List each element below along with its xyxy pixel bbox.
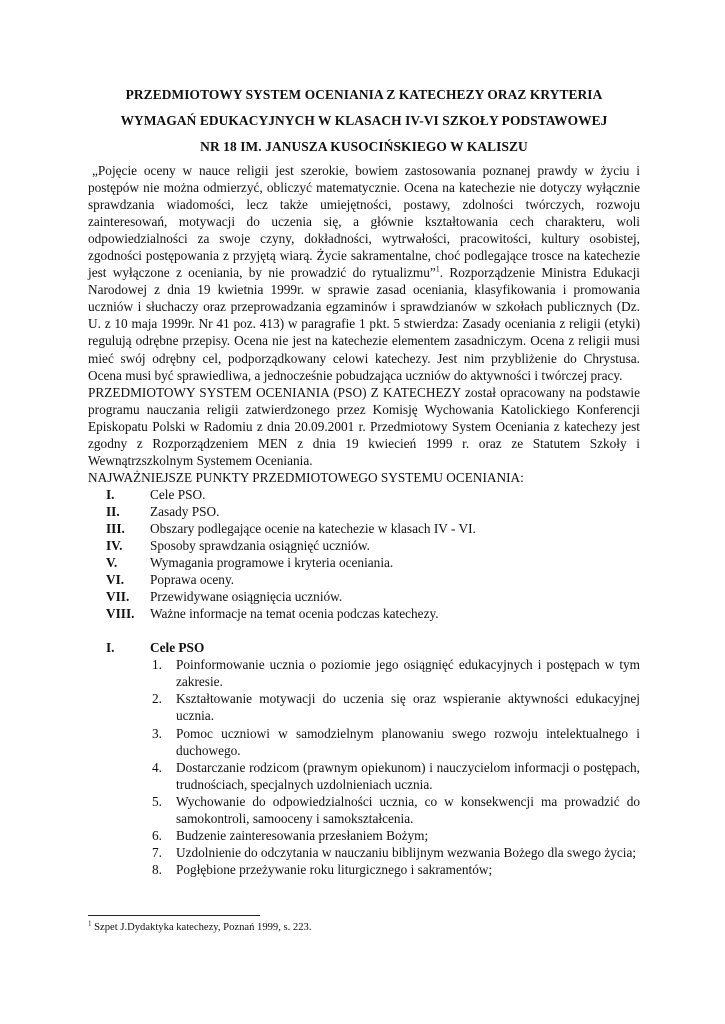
list-item <box>88 486 640 503</box>
list-item <box>88 537 640 554</box>
list-item-number: 3. <box>152 725 162 741</box>
list-item-text: Obszary podlegające ocenie na katechezie w klasach IV - VI. <box>150 520 476 536</box>
list-item-text: Zasady PSO. <box>150 503 220 519</box>
document-body <box>88 162 640 486</box>
list-item-text: Budzenie zainteresowania przesłaniem Bożym; <box>176 827 429 843</box>
list-item <box>150 690 640 724</box>
title-line-1: PRZEDMIOTOWY SYSTEM OCENIANIA Z KATECHEZY ORAZ KRYTERIA <box>125 87 603 102</box>
list-item <box>88 520 640 537</box>
goals-list <box>150 656 640 878</box>
list-item-number: 5. <box>152 793 162 809</box>
footnote-text: Szpet J.Dydaktyka katechezy, Poznań 1999, s. 223. <box>91 922 312 933</box>
list-item-text: Poprawa oceny. <box>150 572 235 588</box>
list-item <box>88 571 640 588</box>
list-item-text: Pomoc uczniowi w samodzielnym planowaniu swego rozwoju intelektualnego i duchowego. <box>176 725 640 758</box>
list-item-text: Dostarczanie rodzicom (prawnym opiekunom) i nauczycielom informacji o postępach, trudnościach, specjalnych uzdolnieniach ucznia. <box>176 759 640 792</box>
list-item-number: VI. <box>106 572 125 588</box>
list-item <box>150 861 640 878</box>
list-item <box>88 588 640 605</box>
section-heading <box>88 639 640 656</box>
title-line-3: NR 18 IM. JANUSZA KUSOCIŃSKIEGO W KALISZU <box>200 139 528 154</box>
list-item-number: I. <box>106 486 115 502</box>
list-item <box>150 725 640 759</box>
list-item-number: VIII. <box>106 606 135 622</box>
pso-paragraph: PRZEDMIOTOWY SYSTEM OCENIANIA (PSO) Z KATECHEZY został opracowany na podstawie programu nauczania religii zatwierdzonego przez Komisję Wychowania Katolickiego Konferencji Episkopatu Polski w Radomiu z dnia 20.09.2001 r. Przedmiotowy System Oceniania z katechezy jest zgodny z Rozporządzeniem MEN z dnia 19 kwiecień 1999 r. oraz ze Statutem Szkoły i Wewnątrzszkolnym Systemem Oceniania. <box>88 384 640 468</box>
list-item <box>150 759 640 793</box>
list-item <box>88 605 640 622</box>
list-item-text: Ważne informacje na temat ocenia podczas katechezy. <box>150 606 439 622</box>
points-heading: NAJWAŻNIEJSZE PUNKTY PRZEDMIOTOWEGO SYSTEMU OCENIANIA: <box>88 469 524 485</box>
list-item-number: V. <box>106 555 118 571</box>
list-item-text: Sposoby sprawdzania osiągnięć uczniów. <box>150 538 370 554</box>
list-item <box>150 827 640 844</box>
main-points-list <box>88 486 640 622</box>
list-item-number: II. <box>106 503 120 519</box>
list-item-number: IV. <box>106 538 123 554</box>
intro-quote: „Pojęcie oceny w nauce religii jest szerokie, bowiem zastosowania poznanej prawdy w życiu i postępów nie można odmierzyć, obliczyć matematycznie. Ocena na katechezie nie dotyczy wyłącznie sprawdzania wiadomości, lecz także umiejętności, postawy, zdolności twórczych, rozwoju zainteresowań, motywacji do uczenia się, a głównie kształtowania cech charakteru, woli odpowiedzialności za swoje czyny, dokładności, wytrwałości, pracowitości, kultury osobistej, zgodności postępowania z przyjętą wiarą. Życie sakramentalne, choć podlegające trosce na katechezie jest wyłączone z oceniania, by nie prowadzić do rytualizmu” <box>88 163 640 281</box>
list-item <box>88 503 640 520</box>
list-item-number: 1. <box>152 657 162 673</box>
list-item-number: 6. <box>152 827 162 843</box>
list-item-text: Przewidywane osiągnięcia uczniów. <box>150 589 343 605</box>
footnote-reference: 1 <box>435 264 440 274</box>
document-title <box>88 82 640 160</box>
list-item-number: 7. <box>152 844 162 860</box>
list-item-number: VII. <box>106 589 130 605</box>
section-title: Cele PSO <box>150 640 205 656</box>
list-item <box>150 793 640 827</box>
title-line-2: WYMAGAŃ EDUKACYJNYCH W KLASACH IV-VI SZKOŁY PODSTAWOWEJ <box>120 113 608 128</box>
list-item-number: 4. <box>152 759 162 775</box>
regulation-text: . Rozporządzenie Ministra Edukacji Narodowej z dnia 19 kwietnia 1999r. w sprawie zasad oceniania, klasyfikowania i promowania uczniów i słuchaczy oraz przeprowadzania egzaminów i sprawdzianów w szkołach publicznych (Dz. U. z 10 maja 1999r. Nr 41 poz. 413) w paragrafie 1 pkt. 5 stwierdza: Zasady oceniania z religii (etyki) regulują odrębne przepisy. Ocena nie jest na katechezie elementem zasadniczym. Ocena z religii musi mieć swój odrębny cel, podporządkowany celowi katechezy. Jest nim przybliżenie do Chrystusa. Ocena musi być sprawiedliwa, a jednocześnie pobudzająca uczniów do aktywności i twórczej pracy. <box>88 265 640 383</box>
intro-paragraph <box>88 162 640 384</box>
list-item <box>150 656 640 690</box>
list-item-text: Kształtowanie motywacji do uczenia się oraz wspieranie aktywności edukacyjnej ucznia. <box>176 691 640 724</box>
footnote <box>88 921 311 934</box>
list-item-number: III. <box>106 520 125 536</box>
footnote-divider <box>88 915 260 916</box>
list-item-number: 8. <box>152 861 162 877</box>
section-number: I. <box>106 640 115 656</box>
footnote-mark: 1 <box>88 919 92 928</box>
list-item-number: 2. <box>152 691 162 707</box>
list-item-text: Uzdolnienie do odczytania w nauczaniu biblijnym wezwania Bożego dla swego życia; <box>176 844 637 860</box>
list-item <box>150 844 640 861</box>
list-item-text: Wychowanie do odpowiedzialności ucznia, co w konsekwencji ma prowadzić do samokontroli, samooceny i samokształcenia. <box>176 793 640 826</box>
list-item-text: Poinformowanie ucznia o poziomie jego osiągnięć edukacyjnych i postępach w tym zakresie. <box>176 657 640 690</box>
list-item-text: Wymagania programowe i kryteria oceniania. <box>150 555 394 571</box>
list-item-text: Pogłębione przeżywanie roku liturgicznego i sakramentów; <box>176 861 493 877</box>
list-item-text: Cele PSO. <box>150 486 206 502</box>
document-page <box>88 82 640 878</box>
list-item <box>88 554 640 571</box>
